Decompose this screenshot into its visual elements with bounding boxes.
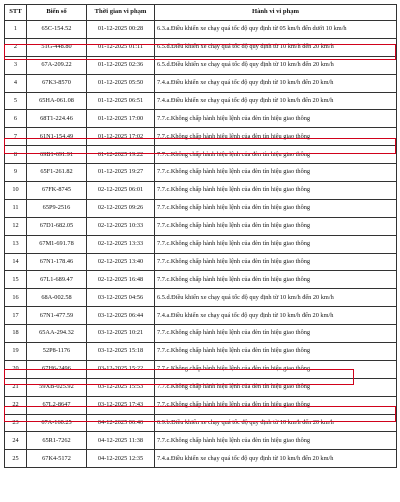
row-plate: 68A-002.58 (27, 289, 87, 307)
row-violation: 7.7.c.Không chấp hành hiệu lệnh của đèn tín hiệu giao thông (155, 199, 397, 217)
row-plate: 51G-448.80 (27, 38, 87, 56)
table-row (5, 343, 397, 361)
row-time: 01-12-2025 19:27 (87, 164, 155, 182)
row-violation: 7.7.c.Không chấp hành hiệu lệnh của đèn tín hiệu giao thông (155, 360, 397, 378)
row-time: 01-12-2025 19:22 (87, 146, 155, 164)
row-time: 01-12-2025 00:28 (87, 21, 155, 39)
row-stt: 25 (5, 450, 27, 468)
violations-table-container (4, 4, 396, 468)
row-time: 03-12-2025 10:21 (87, 325, 155, 343)
table-row (5, 217, 397, 235)
row-violation: 6.9.b.Điều khiển xe chạy quá tốc độ quy định từ 10 km/h đến 20 km/h (155, 414, 397, 432)
row-plate: 67FK-8745 (27, 182, 87, 200)
row-violation: 7.4.a.Điều khiển xe chạy quá tốc độ quy định từ 10 km/h đến 20 km/h (155, 74, 397, 92)
row-time: 02-12-2025 13:40 (87, 253, 155, 271)
row-violation: 7.7.c.Không chấp hành hiệu lệnh của đèn tín hiệu giao thông (155, 217, 397, 235)
row-violation: 7.7.c.Không chấp hành hiệu lệnh của đèn tín hiệu giao thông (155, 343, 397, 361)
row-plate: 65F1-261.82 (27, 164, 87, 182)
row-plate: 65P9-2516 (27, 199, 87, 217)
row-stt: 6 (5, 110, 27, 128)
table-row (5, 74, 397, 92)
row-time: 02-12-2025 09:26 (87, 199, 155, 217)
row-time: 03-12-2025 06:44 (87, 307, 155, 325)
row-plate: 65C-154.52 (27, 21, 87, 39)
row-violation: 7.4.a.Điều khiển xe chạy quá tốc độ quy định từ 10 km/h đến 20 km/h (155, 92, 397, 110)
row-stt: 9 (5, 164, 27, 182)
row-violation: 7.7.c.Không chấp hành hiệu lệnh của đèn tín hiệu giao thông (155, 253, 397, 271)
row-violation: 7.7.c.Không chấp hành hiệu lệnh của đèn tín hiệu giao thông (155, 182, 397, 200)
table-row (5, 289, 397, 307)
row-violation: 7.7.c.Không chấp hành hiệu lệnh của đèn tín hiệu giao thông (155, 432, 397, 450)
row-stt: 8 (5, 146, 27, 164)
row-plate: 67K3-8570 (27, 74, 87, 92)
table-row (5, 396, 397, 414)
row-plate: 67L2-8647 (27, 396, 87, 414)
row-plate: 67N1-477.59 (27, 307, 87, 325)
row-plate: 61N1-154.49 (27, 128, 87, 146)
row-plate: 67H6-2496 (27, 360, 87, 378)
row-stt: 20 (5, 360, 27, 378)
row-time: 01-12-2025 01:11 (87, 38, 155, 56)
row-stt: 3 (5, 56, 27, 74)
row-violation: 7.7.c.Không chấp hành hiệu lệnh của đèn tín hiệu giao thông (155, 271, 397, 289)
row-plate: 65HA-061.08 (27, 92, 87, 110)
table-row (5, 325, 397, 343)
row-stt: 17 (5, 307, 27, 325)
table-row (5, 360, 397, 378)
row-time: 04-12-2025 06:46 (87, 414, 155, 432)
row-time: 03-12-2025 17:43 (87, 396, 155, 414)
row-violation: 7.4.a.Điều khiển xe chạy quá tốc độ quy định từ 10 km/h đến 20 km/h (155, 450, 397, 468)
row-plate: 67L1-689.47 (27, 271, 87, 289)
row-violation: 6.5.d.Điều khiển xe chạy quá tốc độ quy định từ 10 km/h đến 20 km/h (155, 56, 397, 74)
row-time: 02-12-2025 10:33 (87, 217, 155, 235)
row-violation: 7.7.c.Không chấp hành hiệu lệnh của đèn tín hiệu giao thông (155, 378, 397, 396)
row-violation: 7.7.c.Không chấp hành hiệu lệnh của đèn tín hiệu giao thông (155, 128, 397, 146)
row-plate: 52P8-1176 (27, 343, 87, 361)
row-stt: 23 (5, 414, 27, 432)
table-row (5, 450, 397, 468)
row-stt: 14 (5, 253, 27, 271)
row-plate: 67A-209.22 (27, 56, 87, 74)
table-row (5, 92, 397, 110)
header-time: Thời gian vi phạm (87, 5, 155, 21)
row-plate: 59XB-025.92 (27, 378, 87, 396)
row-stt: 5 (5, 92, 27, 110)
row-plate: 67M1-691.78 (27, 235, 87, 253)
row-time: 02-12-2025 16:48 (87, 271, 155, 289)
row-plate: 65R1-7262 (27, 432, 87, 450)
table-header-row (5, 5, 397, 21)
row-time: 03-12-2025 04:56 (87, 289, 155, 307)
header-stt: STT (5, 5, 27, 21)
row-time: 01-12-2025 06:51 (87, 92, 155, 110)
table-row (5, 307, 397, 325)
row-violation: 6.5.d.Điều khiển xe chạy quá tốc độ quy định từ 10 km/h đến 20 km/h (155, 38, 397, 56)
row-violation: 6.5.d.Điều khiển xe chạy quá tốc độ quy định từ 10 km/h đến 20 km/h (155, 289, 397, 307)
row-violation: 7.4.a.Điều khiển xe chạy quá tốc độ quy định từ 10 km/h đến 20 km/h (155, 307, 397, 325)
row-stt: 4 (5, 74, 27, 92)
row-plate: 69B1-691.91 (27, 146, 87, 164)
row-plate: 67A-160.25 (27, 414, 87, 432)
row-time: 04-12-2025 12:35 (87, 450, 155, 468)
row-stt: 10 (5, 182, 27, 200)
row-stt: 22 (5, 396, 27, 414)
row-plate: 67K4-5172 (27, 450, 87, 468)
row-violation: 6.3.a.Điều khiển xe chạy quá tốc độ quy định từ 05 km/h đến dưới 10 km/h (155, 21, 397, 39)
row-violation: 7.7.c.Không chấp hành hiệu lệnh của đèn tín hiệu giao thông (155, 396, 397, 414)
table-row (5, 182, 397, 200)
table-row (5, 128, 397, 146)
row-time: 01-12-2025 05:50 (87, 74, 155, 92)
table-row (5, 110, 397, 128)
row-stt: 12 (5, 217, 27, 235)
row-stt: 15 (5, 271, 27, 289)
header-violation: Hành vi vi phạm (155, 5, 397, 21)
table-row (5, 21, 397, 39)
row-violation: 7.7.c.Không chấp hành hiệu lệnh của đèn tín hiệu giao thông (155, 146, 397, 164)
violations-table (4, 4, 397, 468)
row-time: 01-12-2025 02:36 (87, 56, 155, 74)
row-time: 04-12-2025 11:38 (87, 432, 155, 450)
row-stt: 18 (5, 325, 27, 343)
row-plate: 67N1-178.46 (27, 253, 87, 271)
row-time: 03-12-2025 15:53 (87, 378, 155, 396)
row-plate: 68T1-224.46 (27, 110, 87, 128)
table-row (5, 378, 397, 396)
table-row (5, 146, 397, 164)
row-stt: 19 (5, 343, 27, 361)
row-stt: 1 (5, 21, 27, 39)
row-stt: 7 (5, 128, 27, 146)
row-stt: 21 (5, 378, 27, 396)
row-time: 03-12-2025 15:18 (87, 343, 155, 361)
row-stt: 2 (5, 38, 27, 56)
table-row (5, 271, 397, 289)
table-row (5, 432, 397, 450)
row-time: 02-12-2025 06:01 (87, 182, 155, 200)
table-row (5, 56, 397, 74)
row-stt: 11 (5, 199, 27, 217)
table-row (5, 199, 397, 217)
table-row (5, 253, 397, 271)
table-row (5, 38, 397, 56)
row-violation: 7.7.c.Không chấp hành hiệu lệnh của đèn tín hiệu giao thông (155, 164, 397, 182)
row-plate: 65AA-294.32 (27, 325, 87, 343)
table-body (5, 21, 397, 468)
table-row (5, 164, 397, 182)
row-plate: 67D1-682.05 (27, 217, 87, 235)
row-stt: 16 (5, 289, 27, 307)
table-row (5, 235, 397, 253)
row-violation: 7.7.c.Không chấp hành hiệu lệnh của đèn tín hiệu giao thông (155, 110, 397, 128)
header-plate: Biển số (27, 5, 87, 21)
row-violation: 7.7.c.Không chấp hành hiệu lệnh của đèn tín hiệu giao thông (155, 325, 397, 343)
row-time: 02-12-2025 13:33 (87, 235, 155, 253)
row-stt: 13 (5, 235, 27, 253)
row-time: 03-12-2025 15:22 (87, 360, 155, 378)
row-violation: 7.7.c.Không chấp hành hiệu lệnh của đèn tín hiệu giao thông (155, 235, 397, 253)
row-time: 01-12-2025 17:02 (87, 128, 155, 146)
table-row (5, 414, 397, 432)
row-stt: 24 (5, 432, 27, 450)
row-time: 01-12-2025 17:00 (87, 110, 155, 128)
